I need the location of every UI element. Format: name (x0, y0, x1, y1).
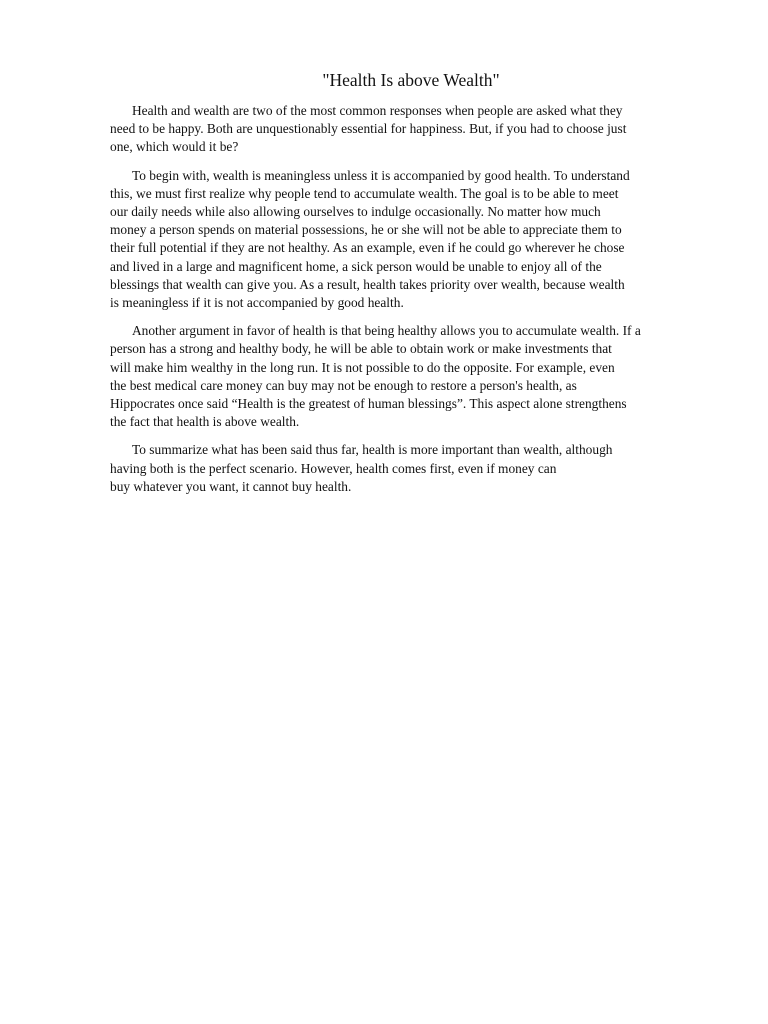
text-line: will make him wealthy in the long run. It is not possible to do the opposite. For example, even (110, 359, 615, 375)
text-line: To begin with, wealth is meaningless unless it is accompanied by good health. To understand (132, 167, 630, 183)
paragraph-health-accumulates-wealth (110, 322, 714, 431)
text-line: is meaningless if it is not accompanied by good health. (110, 295, 404, 311)
text-line: To summarize what has been said thus far, health is more important than wealth, although (132, 442, 613, 458)
text-line: and lived in a large and magnificent home, a sick person would be unable to enjoy all of the (110, 258, 602, 274)
document-title: "Health Is above Wealth" (322, 70, 500, 90)
text-line: one, which would it be? (110, 139, 239, 155)
text-line: Health and wealth are two of the most common responses when people are asked what they (132, 103, 623, 118)
paragraph-intro (110, 102, 714, 157)
text-line: money a person spends on material possessions, he or she will not be able to appreciate them to (110, 222, 622, 238)
text-line: the best medical care money can buy may not be enough to restore a person's health, as (110, 377, 577, 393)
text-line: the fact that health is above wealth. (110, 414, 300, 430)
text-line: their full potential if they are not healthy. As an example, even if he could go wherever he chose (110, 240, 625, 256)
text-line: Another argument in favor of health is that being healthy allows you to accumulate wealth. If a (132, 323, 641, 339)
text-line: this, we must first realize why people tend to accumulate wealth. The goal is to be able to meet (110, 185, 619, 201)
text-line: having both is the perfect scenario. However, health comes first, even if money can (110, 460, 557, 476)
text-line: blessings that wealth can give you. As a result, health takes priority over wealth, because wealth (110, 276, 625, 292)
paragraph-wealth-meaningless (110, 167, 714, 313)
text-line: need to be happy. Both are unquestionably essential for happiness. But, if you had to choose just (110, 121, 627, 137)
text-line: Hippocrates once said “Health is the greatest of human blessings”. This aspect alone strengthens (110, 396, 627, 412)
document-body (110, 102, 714, 506)
text-line: person has a strong and healthy body, he will be able to obtain work or make investments that (110, 341, 612, 357)
text-line: buy whatever you want, it cannot buy health. (110, 478, 352, 494)
text-line: our daily needs while also allowing ourselves to indulge occasionally. No matter how much (110, 204, 601, 220)
paragraph-summary (110, 441, 714, 496)
